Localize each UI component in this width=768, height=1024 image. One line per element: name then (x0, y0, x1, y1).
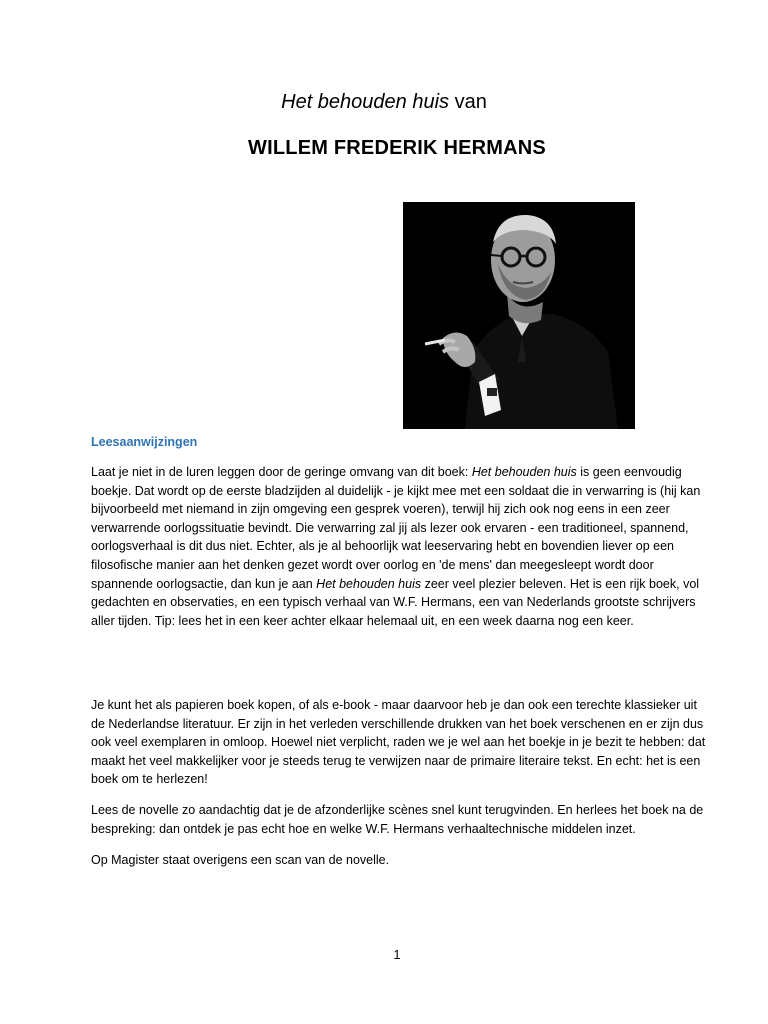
author-name: WILLEM FREDERIK HERMANS (248, 137, 546, 159)
paragraph-buying: Je kunt het als papieren boek kopen, of als e-book - maar daarvoor heb je dan ook een terechte klassieker uit de Nederlandse literatuur. Er zijn in het verleden verschillende drukken van het boek verschenen en er zijn dus ook veel exemplaren in omloop. Hoewel niet verplicht, raden we je wel aan het boekje in je bezit te hebben: dat maakt het veel makkelijker voor je steeds terug te verwijzen naar de primaire literaire tekst. En echt: het is een boek om te herlezen! (91, 698, 706, 787)
paragraph-text: zeer veel plezier beleven. Het is een rijk boek, vol gedachten en observaties, en een typisch verhaal van W.F. Hermans, een van Nederlands grootste schrijvers aller tijden. Tip: lees het in een keer achter elkaar helemaal uit, en een week daarna nog een keer. (91, 576, 700, 628)
book-title-italic: Het behouden huis (316, 576, 422, 591)
title-suffix: van (449, 91, 487, 113)
portrait-illustration (403, 202, 635, 429)
paragraph-intro (91, 463, 711, 630)
paragraph-magister: Op Magister staat overigens een scan van de novelle. (91, 853, 390, 867)
paragraph-text: is geen eenvoudig boekje. Dat wordt op de eerste bladzijden al duidelijk - je kijkt mee met een soldaat die in verwarring is (hij kan bijvoorbeeld met niemand in zijn omgeving een gesprek voeren), terwijl hij zich ook nog eens in een zeer verwarrende oorlogssituatie bevindt. Die verwarring zal jij als lezer ook ervaren - een traditioneel, spannend, oorlogsverhaal is dit dus niet. Echter, als je al behoorlijk wat leeservaring hebt en bovendien liever op een filosofische manier aan het denken gezet wordt over oorlog en 'de mens' dan meegesleept wordt door spannende oorlogsactie, dan kun je aan (91, 465, 701, 591)
author-portrait-photo (403, 202, 635, 429)
section-heading: Leesaanwijzingen (91, 435, 198, 449)
document-title (0, 89, 768, 115)
paragraph-text: Laat je niet in de luren leggen door de geringe omvang van dit boek: (91, 465, 472, 479)
page-number: 1 (393, 948, 401, 962)
title-book-name: Het behouden huis (281, 91, 450, 113)
book-title-italic: Het behouden huis (471, 465, 577, 479)
paragraph-reading: Lees de novelle zo aandachtig dat je de afzonderlijke scènes snel kunt terugvinden. En herlees het boek na de bespreking: dan ontdek je pas echt hoe en welke W.F. Hermans verhaaltechnische middelen inzet. (91, 803, 704, 836)
